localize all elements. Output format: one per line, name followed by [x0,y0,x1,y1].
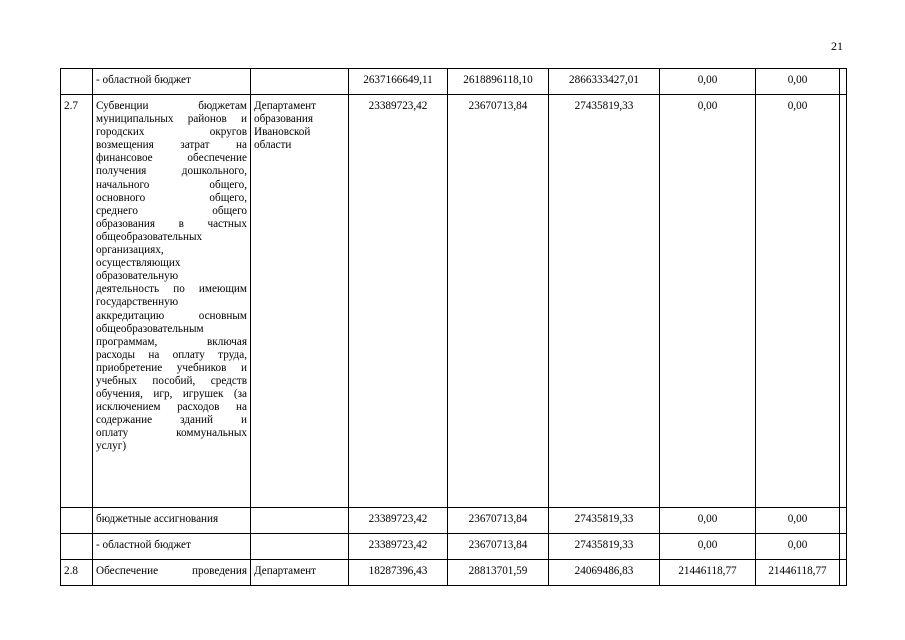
name-line: - областной бюджет [96,539,191,551]
value-cell-v1 [349,508,448,534]
table-row [61,95,847,508]
value-v2: 28813701,59 [468,565,528,577]
name-line: общеобразовательным [96,322,204,335]
row-number-cell [61,534,93,560]
executor-line: Департамент [254,565,317,577]
table-row [61,534,847,560]
value-cell-v5 [756,560,840,586]
value-v3: 27435819,33 [574,539,634,551]
value-v5: 0,00 [787,539,808,551]
executor-cell [251,95,349,508]
name-cell [93,95,251,508]
name-line: Обеспечение проведения [96,565,247,577]
name-line: аккредитацию основным [96,309,247,322]
name-line: учебных пособий, средств [96,374,247,387]
value-cell-v2 [448,69,549,95]
value-cell-v1 [349,69,448,95]
value-v5: 0,00 [787,100,808,112]
row-number-cell [61,69,93,95]
name-line: общеобразовательных [96,230,203,243]
value-cell-v1 [349,534,448,560]
executor-line: области [254,139,292,152]
name-line: содержание зданий и [96,414,247,427]
table-row [61,508,847,534]
value-cell-v2 [448,508,549,534]
name-line: организациях, [96,244,164,257]
value-v1: 23389723,42 [368,100,428,112]
empty-cell [840,508,847,534]
value-cell-v3 [549,95,660,508]
value-v2: 23670713,84 [468,513,528,525]
name-line: среднего общего [96,204,247,217]
value-cell-v3 [549,534,660,560]
name-line: государственную [96,296,179,309]
value-v1: 18287396,43 [368,565,428,577]
executor-line: Департамент [254,100,317,112]
name-cell [93,508,251,534]
value-v5: 0,00 [787,74,808,86]
empty-cell [840,534,847,560]
value-v4: 0,00 [697,539,718,551]
value-v3: 2866333427,01 [569,74,639,86]
name-line: городских округов [96,126,247,139]
value-v3: 27435819,33 [574,100,634,112]
executor-line: Ивановской [254,126,311,139]
value-cell-v2 [448,560,549,586]
name-line: финансовое обеспечение [96,152,247,165]
empty-cell [840,95,847,508]
name-line: - областной бюджет [96,74,191,86]
row-number-cell [61,95,93,508]
name-cell [93,69,251,95]
value-v2: 2618896118,10 [463,74,533,86]
executor-cell [251,560,349,586]
row-number-cell [61,560,93,586]
value-cell-v4 [660,508,756,534]
value-cell-v4 [660,95,756,508]
name-line: образования в частных [96,217,247,230]
value-cell-v2 [448,95,549,508]
value-v3: 24069486,83 [574,565,634,577]
value-cell-v4 [660,534,756,560]
name-line: расходы на оплату труда, [96,348,247,361]
value-v4: 0,00 [697,100,718,112]
name-line: деятельность по имеющим [96,283,247,296]
value-cell-v5 [756,69,840,95]
value-v1: 2637166649,11 [363,74,433,86]
name-line: обучения, игр, игрушек (за [96,388,247,401]
value-cell-v3 [549,560,660,586]
row-number: 2.8 [64,565,78,577]
name-line: начального общего, [96,178,247,191]
value-v5: 21446118,77 [768,565,827,577]
value-cell-v1 [349,560,448,586]
name-line: образовательную [96,270,179,283]
value-cell-v5 [756,534,840,560]
table-row [61,560,847,586]
name-line: программам, включая [96,335,247,348]
value-v4: 21446118,77 [678,565,737,577]
name-line: приобретение учебников и [96,361,247,374]
value-v1: 23389723,42 [368,539,428,551]
row-number-cell [61,508,93,534]
name-line: Субвенции бюджетам [96,100,247,112]
value-v1: 23389723,42 [368,513,428,525]
name-line: муниципальных районов и [96,113,247,126]
budget-table [60,68,847,586]
empty-cell [840,69,847,95]
name-line: бюджетные ассигнования [96,513,219,525]
value-v2: 23670713,84 [468,539,528,551]
name-line: исключением расходов на [96,401,247,414]
executor-cell [251,508,349,534]
value-cell-v5 [756,95,840,508]
value-cell-v1 [349,95,448,508]
row-number: 2.7 [64,100,78,112]
value-v4: 0,00 [697,74,718,86]
executor-line: образования [254,113,314,126]
table-row [61,69,847,95]
executor-cell [251,69,349,95]
value-cell-v4 [660,69,756,95]
value-cell-v4 [660,560,756,586]
value-cell-v3 [549,69,660,95]
value-cell-v2 [448,534,549,560]
name-line: получения дошкольного, [96,165,247,178]
name-cell [93,560,251,586]
value-v5: 0,00 [787,513,808,525]
page-number: 21 [831,39,843,53]
name-line: услуг) [96,440,127,453]
name-cell [93,534,251,560]
executor-cell [251,534,349,560]
value-cell-v5 [756,508,840,534]
name-line: оплату коммунальных [96,427,247,440]
name-line: осуществляющих [96,257,181,270]
name-line: основного общего, [96,191,247,204]
value-v4: 0,00 [697,513,718,525]
value-cell-v3 [549,508,660,534]
value-v3: 27435819,33 [574,513,634,525]
value-v2: 23670713,84 [468,100,528,112]
name-line: возмещения затрат на [96,139,247,152]
empty-cell [840,560,847,586]
